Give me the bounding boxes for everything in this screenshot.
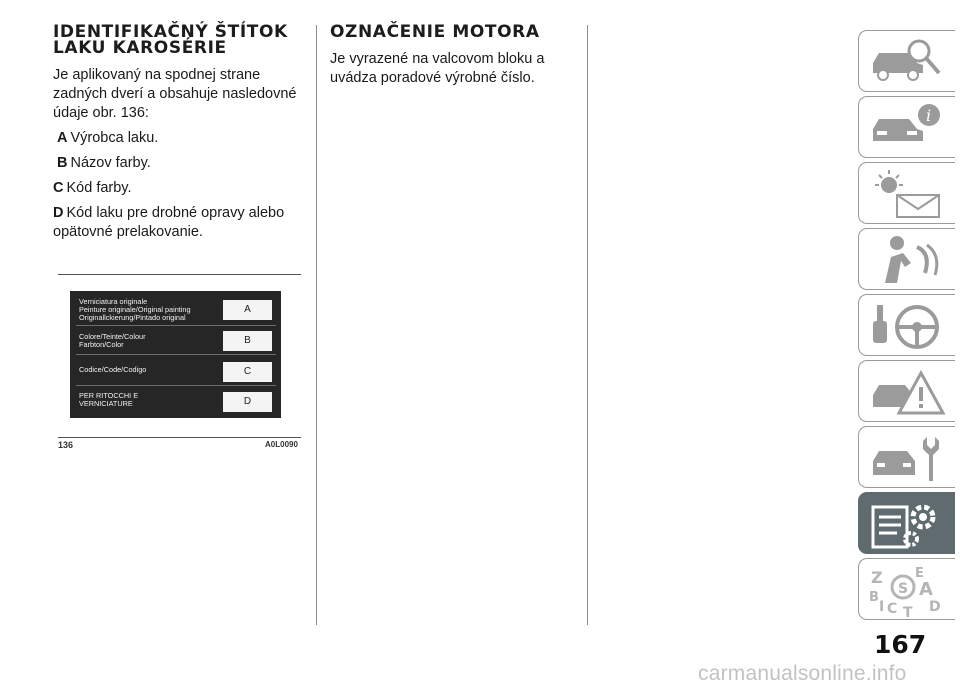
column-divider-left	[316, 25, 317, 625]
figure-row-label	[79, 366, 146, 374]
tab-starting-driving[interactable]	[858, 294, 955, 356]
label-line: Originallckierung/Pintado original	[79, 313, 186, 323]
item-letter: C	[53, 180, 64, 196]
item-text: Kód farby.	[66, 180, 132, 196]
svg-text:A: A	[919, 579, 933, 600]
tab-warning-lights[interactable]	[858, 162, 955, 224]
intro-paragraph: Je aplikovaný na spodnej strane zadných dverí a obsahuje nasledovné údaje obr. 136:	[53, 67, 297, 121]
figure-box-b: B	[223, 331, 272, 351]
car-wrench-icon	[867, 431, 947, 485]
figure-divider	[76, 354, 276, 355]
alphabet-index-icon	[867, 563, 947, 617]
tab-car-search[interactable]	[858, 30, 955, 92]
warning-light-envelope-icon	[867, 167, 947, 221]
label-line: Colore/Teinte/Colour	[79, 332, 146, 341]
page-number: 167	[874, 630, 927, 659]
item-text: Názov farby.	[70, 155, 151, 171]
car-info-icon	[867, 101, 947, 155]
figure-box-c: C	[223, 362, 272, 382]
middle-column	[330, 24, 570, 94]
label-line: Farbton/Color	[79, 340, 124, 350]
tab-index[interactable]	[858, 558, 955, 620]
section-heading-paint-label	[53, 24, 303, 56]
svg-text:E: E	[915, 566, 924, 581]
tab-emergency[interactable]	[858, 360, 955, 422]
list-item-d	[53, 204, 303, 242]
svg-text:T: T	[903, 605, 913, 617]
left-column	[53, 24, 303, 248]
item-text: Výrobca laku.	[70, 130, 159, 146]
figure-divider	[76, 385, 276, 386]
section-heading-engine: OZNAČENIE MOTORA	[330, 22, 540, 42]
svg-text:B: B	[869, 590, 879, 605]
svg-text:C: C	[887, 601, 898, 617]
figure-divider	[76, 325, 276, 326]
figure-box-d: D	[223, 392, 272, 412]
paint-label-figure	[70, 291, 281, 418]
figure-box-a: A	[223, 300, 272, 320]
label-line: Codice/Code/Codigo	[79, 365, 147, 374]
steering-wheel-icon	[867, 299, 947, 353]
car-warning-triangle-icon	[867, 365, 947, 419]
heading-line: IDENTIFIKAČNÝ ŠTÍTOK	[53, 22, 288, 42]
figure-top-rule	[58, 274, 301, 275]
tab-car-info[interactable]	[858, 96, 955, 158]
tab-technical-data[interactable]	[858, 492, 955, 554]
watermark: carmanualsonline.info	[698, 662, 907, 685]
figure-number: 136	[58, 440, 74, 450]
list-item-c	[53, 179, 303, 198]
figure-code: A0L0090	[265, 440, 298, 449]
engine-paragraph: Je vyrazené na valcovom bloku a uvádza poradové výrobné číslo.	[330, 51, 545, 86]
svg-text:S: S	[898, 581, 909, 597]
car-search-icon	[867, 35, 947, 89]
heading-line: LAKU KAROSÉRIE	[53, 38, 227, 58]
item-letter: A	[57, 130, 68, 146]
label-line: Verniciatura originale	[79, 297, 148, 306]
svg-text:I: I	[879, 599, 885, 615]
figure-row-label	[79, 298, 191, 323]
column-divider-right	[587, 25, 588, 625]
tab-maintenance[interactable]	[858, 426, 955, 488]
item-text: Kód laku pre drobné opravy alebo opätovné prelakovanie.	[53, 205, 285, 240]
label-line: Peinture originale/Original painting	[79, 305, 191, 315]
label-line: PER RITOCCHI E	[79, 391, 139, 400]
seat-airbag-icon	[867, 233, 947, 287]
figure-row-label	[79, 333, 146, 349]
specs-gear-icon	[867, 497, 947, 551]
item-letter: D	[53, 205, 64, 221]
list-item-b	[53, 154, 303, 173]
item-letter: B	[57, 155, 68, 171]
list-item-a	[53, 129, 303, 148]
label-line: VERNICIATURE	[79, 399, 133, 409]
svg-text:Z: Z	[871, 568, 883, 587]
figure-bottom-rule	[58, 437, 301, 438]
svg-text:D: D	[929, 599, 941, 615]
svg-text:i: i	[926, 106, 932, 125]
tab-safety[interactable]	[858, 228, 955, 290]
figure-row-label	[79, 392, 138, 408]
